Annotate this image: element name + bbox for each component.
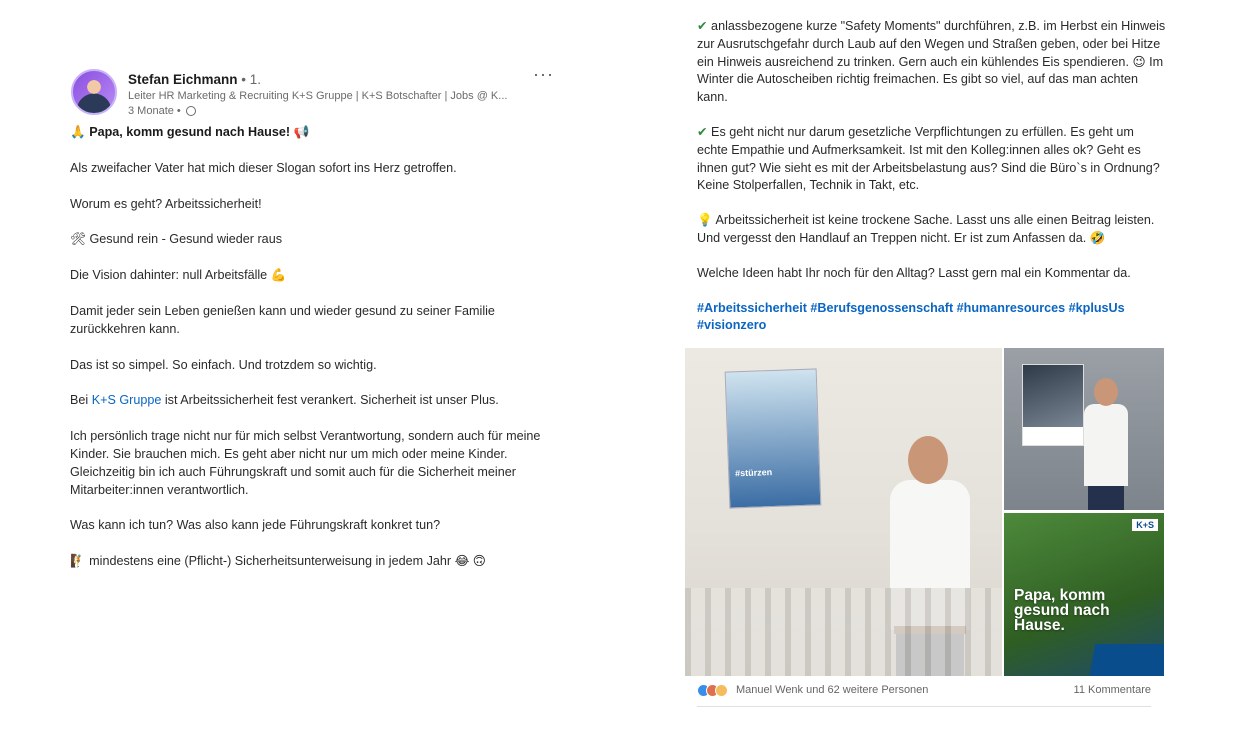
comments-count[interactable]: 11 Kommentare [1073, 684, 1151, 696]
post-paragraph-7 [70, 392, 550, 410]
check-icon: ✔ [697, 19, 708, 33]
post-title: Papa, komm gesund nach Hause! [89, 125, 291, 139]
author-headline: Leiter HR Marketing & Recruiting K+S Gruppe | K+S Botschafter | Jobs @ K... [128, 90, 508, 102]
post-paragraph-5: Damit jeder sein Leben genießen kann und wieder gesund zu seiner Familie zurückkehren kann. [70, 303, 495, 336]
check-icon: ✔ [697, 124, 708, 139]
post-paragraph-6: Das ist so simpel. So einfach. Und trotzdem so wichtig. [70, 357, 377, 372]
reaction-icons[interactable] [697, 684, 733, 698]
reactions-count[interactable]: Manuel Wenk und 62 weitere Personen [736, 684, 929, 696]
post-paragraph-1: Als zweifacher Vater hat mich dieser Slogan sofort ins Herz getroffen. [70, 160, 457, 175]
post-left-column [70, 64, 554, 589]
insightful-reaction-icon [715, 684, 728, 697]
photo-top-right[interactable] [1004, 348, 1164, 510]
post-header [70, 64, 554, 124]
more-options-icon[interactable]: ··· [533, 64, 554, 84]
post-image-grid[interactable] [685, 348, 1165, 676]
company-mention-link[interactable]: K+S Gruppe [91, 393, 162, 408]
wall-poster [725, 368, 822, 508]
post-paragraph-r1 [697, 18, 1167, 107]
post-paragraph-10: 🧗 mindestens eine (Pflicht-) Sicherheitsunterweisung in jedem Jahr 😂 🙃 [70, 554, 486, 569]
author-avatar[interactable] [71, 69, 117, 115]
post-title-line [70, 124, 550, 142]
framed-poster [1022, 364, 1084, 446]
post-paragraph-r4: Welche Ideen habt Ihr noch für den Alltag? Lasst gern mal ein Kommentar da. [697, 265, 1131, 280]
campaign-slogan: Papa, komm gesund nach Hause. [1014, 587, 1110, 634]
brand-band [1004, 644, 1164, 676]
post-right-column [697, 18, 1167, 352]
post-paragraph-4: Die Vision dahinter: null Arbeitsfälle 💪 [70, 268, 287, 283]
post-meta [128, 105, 196, 117]
campaign-image[interactable] [1004, 513, 1164, 676]
post-paragraph-r2 [697, 124, 1167, 195]
hashtags[interactable]: #Arbeitssicherheit #Berufsgenossenschaft #humanresources #kplusUs #visionzero [697, 300, 1125, 333]
r1-text: anlassbezogene kurze "Safety Moments" durchführen, z.B. im Herbst ein Hinweis zur Ausrutschgefahr durch Laub auf den Wegen und Straßen geben, oder bei Hitze ein Hinweis ausreichend zu trinken. Gern auch ein kühlendes Eis spendieren. 😉 Im Winter die Autoscheiben richtig freimachen. Es gibt so viel, auf das man achten kann. [697, 19, 1166, 105]
post-paragraph-9: Was kann ich tun? Was also kann jede Führungskraft konkret tun? [70, 518, 441, 533]
author-name[interactable]: Stefan Eichmann [128, 72, 238, 87]
connection-degree: • 1. [237, 72, 262, 87]
person-figure-small [1084, 378, 1128, 510]
post-paragraph-2: Worum es geht? Arbeitssicherheit! [70, 196, 262, 211]
stair-railing [685, 588, 1002, 676]
poster-hashtag: #stürzen [735, 467, 773, 479]
globe-icon [186, 106, 196, 116]
r2-text: Es geht nicht nur darum gesetzliche Verpflichtungen zu erfüllen. Es geht um echte Empathie und Aufmerksamkeit. Ist mit den Kolleg:innen alles ok? Geht es ihnen gut? Wie sieht es mit der Arbeitsbelastung aus? Sind die Büro`s in Ordnung? Keine Stolperfallen, Technik in Takt, etc. [697, 124, 1160, 193]
post-paragraph-8: Ich persönlich trage nicht nur für mich selbst Verantwortung, sondern auch für meine Kinder. Sie brauchen mich. Es geht aber nicht nur um mich oder meine Kinder. Gleichzeitig bin ich auch Führungskraft und somit auch für die Sicherheit meiner Mitarbeiter:innen verantwortlich. [70, 429, 541, 497]
brand-logo: K+S [1132, 519, 1158, 531]
pray-emoji: 🙏 [70, 125, 90, 139]
p7-post: ist Arbeitssicherheit fest verankert. Sicherheit ist unser Plus. [161, 393, 499, 408]
social-bar [697, 684, 1151, 707]
p7-pre: Bei [70, 393, 92, 408]
author-name-line [128, 72, 261, 87]
post-paragraph-3: 🛠 Gesund rein - Gesund wieder raus [70, 232, 282, 247]
megaphone-emoji: 📢 [290, 125, 310, 139]
post-time: 3 Monate • [128, 105, 181, 117]
main-photo[interactable] [685, 348, 1002, 676]
post-paragraph-r3: 💡 Arbeitssicherheit ist keine trockene Sache. Lasst uns alle einen Beitrag leisten. Und vergesst den Handlauf an Treppen nicht. Er ist zum Anfassen da. 🤣 [697, 213, 1155, 245]
